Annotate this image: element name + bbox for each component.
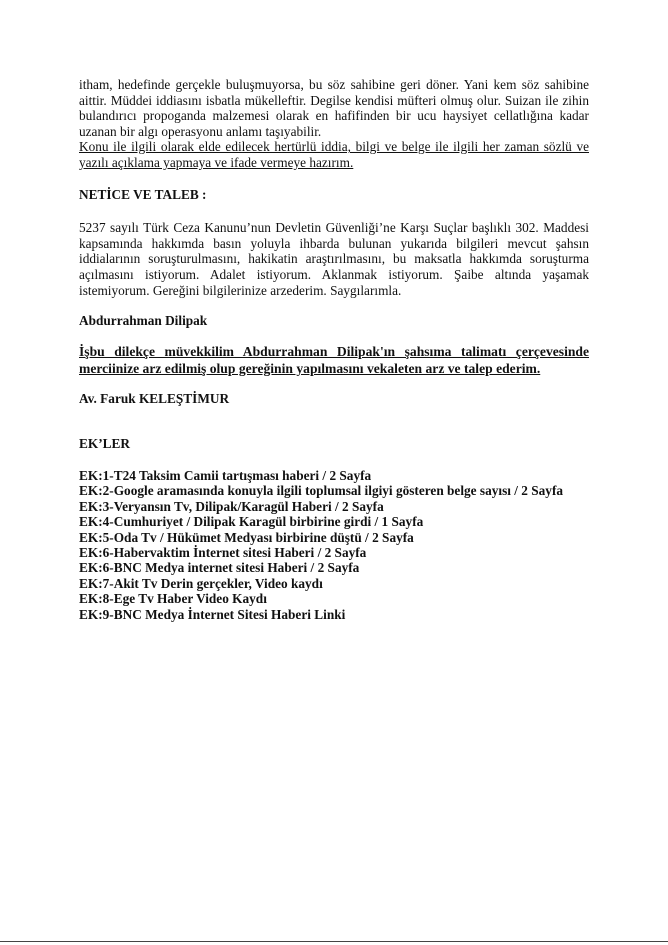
document-page <box>79 77 589 622</box>
annex-item: EK:2-Google aramasında konuyla ilgili toplumsal ilgiyi gösteren belge sayısı / 2 Sayfa <box>79 483 564 499</box>
annex-list <box>79 468 589 622</box>
request-paragraph: 5237 sayılı Türk Ceza Kanunu’nun Devletin Güvenliği’ne Karşı Suçlar başlıklı 302. Maddesi kapsamında hakkımda basın yoluyla ihbarda bulunan yukarıda bilgileri mevcut şahsın iddialarının soruşturulmasını, hakikatin araştırılmasını, bu maksatla hakkımda soruşturma açılmasını istiyorum. Adalet istiyorum. Aklanmak istiyorum. Şaibe altında yaşamak istemiyorum. Gereğini bilgilerinize arzederim. Saygılarımla. <box>79 220 589 298</box>
annex-item: EK:8-Ege Tv Haber Video Kaydı <box>79 591 267 607</box>
attorney-statement: İşbu dilekçe müvekkilim Abdurrahman Dilipak'ın şahsıma talimatı çerçevesinde merciinize arz edilmiş olup gereğinin yapılmasını vekaleten arz ve talep ederim. <box>79 343 589 376</box>
annex-item: EK:1-T24 Taksim Camii tartışması haberi / 2 Sayfa <box>79 467 372 483</box>
annex-item: EK:6-BNC Medya internet sitesi Haberi / 2 Sayfa <box>79 560 360 576</box>
underlined-statement: Konu ile ilgili olarak elde edilecek hertürlü iddia, bilgi ve belge ile ilgili her zaman sözlü ve yazılı açıklama yapmaya ve ifade vermeye hazırım. <box>79 139 589 170</box>
annex-item: EK:3-Veryansın Tv, Dilipak/Karagül Haberi / 2 Sayfa <box>79 498 384 514</box>
annex-item: EK:5-Oda Tv / Hükümet Medyası birbirine düştü / 2 Sayfa <box>79 529 414 545</box>
intro-paragraph: itham, hedefinde gerçekle buluşmuyorsa, bu söz sahibine geri döner. Yani kem söz sahibine aittir. Müddei iddiasını isbatla mükelleftir. Degilse kendisi müfteri olmuş olur. Suizan ile zihin bulandırıcı propoganda malzemesi olarak en hafifinden bir ucu haysiyet cellatlığına kadar uzanan bir algı operasyonu anlamı taşıyabilir. <box>79 77 589 139</box>
attorney-name: Av. Faruk KELEŞTİMUR <box>79 390 230 406</box>
annex-item: EK:4-Cumhuriyet / Dilipak Karagül birbirine girdi / 1 Sayfa <box>79 514 424 530</box>
annex-heading: EK’LER <box>79 436 130 452</box>
section-heading: NETİCE VE TALEB : <box>79 186 207 202</box>
annex-item: EK:7-Akit Tv Derin gerçekler, Video kaydı <box>79 575 323 591</box>
signatory-name: Abdurrahman Dilipak <box>79 313 208 329</box>
page-bottom-divider <box>0 941 668 942</box>
annex-item: EK:6-Habervaktim İnternet sitesi Haberi / 2 Sayfa <box>79 544 367 560</box>
annex-item: EK:9-BNC Medya İnternet Sitesi Haberi Linki <box>79 606 346 622</box>
